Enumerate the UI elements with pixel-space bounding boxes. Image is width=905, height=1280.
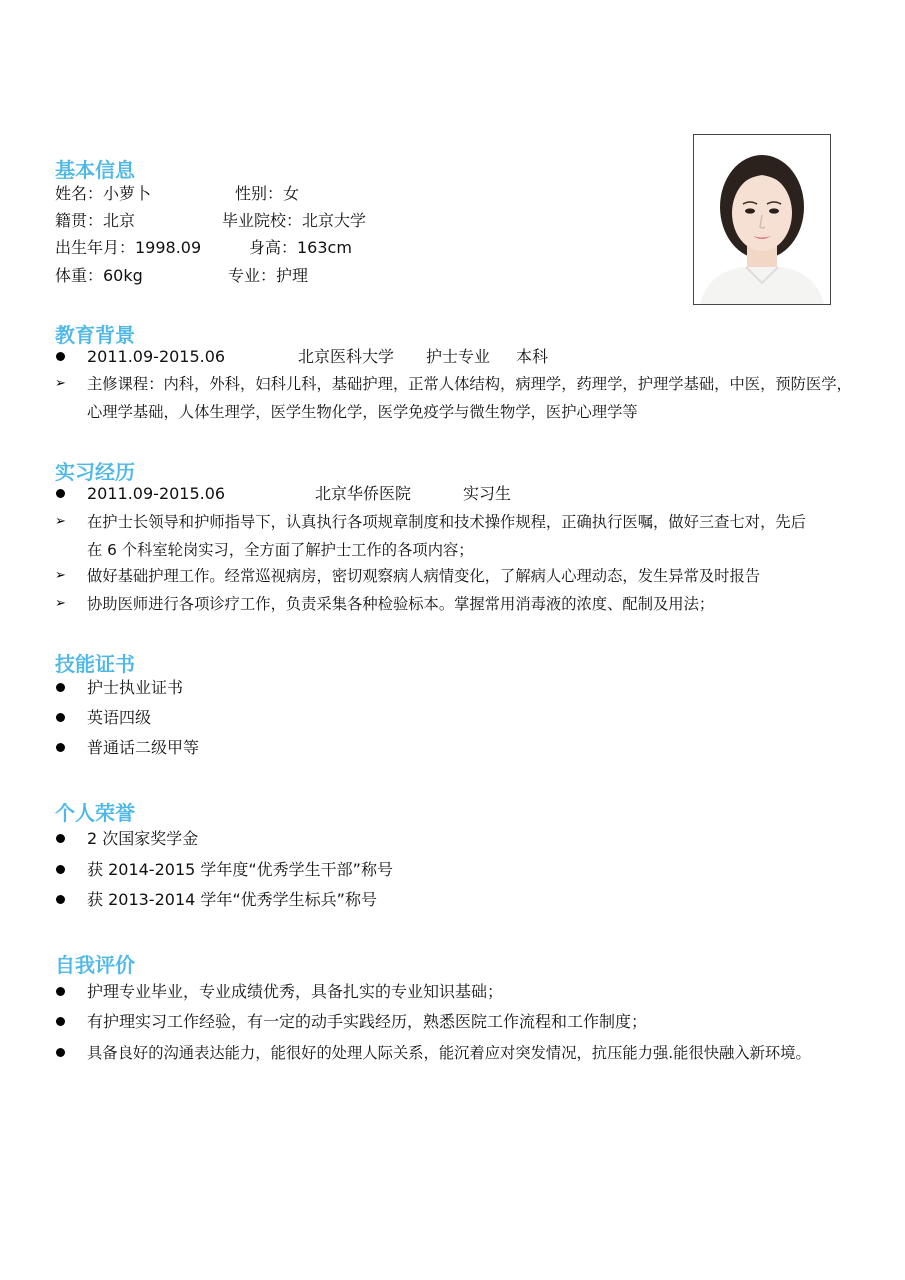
internship-item-1-line-2: 在 6 个科室轮岗实习，全方面了解护士工作的各项内容； xyxy=(87,541,474,559)
section-heading-honors: 个人荣誉 xyxy=(55,801,135,825)
section-heading-internship: 实习经历 xyxy=(55,460,135,484)
honor-item: 获 2014-2015 学年度“优秀学生干部”称号 xyxy=(87,860,393,879)
arrow-bullet-icon: ➢ xyxy=(55,376,66,391)
bullet-dot-icon xyxy=(56,987,65,996)
portrait-illustration xyxy=(694,135,830,304)
bullet-dot-icon xyxy=(56,895,65,904)
birth-field: 出生年月：1998.09 xyxy=(55,238,202,257)
internship-item-3: 协助医师进行各项诊疗工作，负责采集各种检验标本。掌握常用消毒液的浓度、配制及用法； xyxy=(87,595,715,613)
bullet-dot-icon xyxy=(56,1017,65,1026)
honor-item: 2 次国家奖学金 xyxy=(87,829,199,848)
internship-hospital: 北京华侨医院 xyxy=(315,484,412,503)
name-field: 姓名：小萝卜 xyxy=(55,184,152,203)
courses-line-2: 心理学基础，人体生理学，医学生物化学，医学免疫学与微生物学，医护心理学等 xyxy=(87,403,638,421)
internship-item-2: 做好基础护理工作。经常巡视病房，密切观察病人病情变化，了解病人心理动态，发生异常及时报告 xyxy=(87,567,761,585)
arrow-bullet-icon: ➢ xyxy=(55,514,66,529)
self-evaluation-item: 有护理实习工作经验，有一定的动手实践经历，熟悉医院工作流程和工作制度； xyxy=(87,1012,648,1031)
section-heading-basic: 基本信息 xyxy=(55,158,135,182)
major-field: 专业：护理 xyxy=(228,266,309,285)
bullet-dot-icon xyxy=(56,713,65,722)
bullet-dot-icon xyxy=(56,683,65,692)
arrow-bullet-icon: ➢ xyxy=(55,568,66,583)
profile-photo xyxy=(693,134,831,305)
height-field: 身高：163cm xyxy=(249,238,352,257)
skill-item: 英语四级 xyxy=(87,708,152,727)
honor-item: 获 2013-2014 学年“优秀学生标兵”称号 xyxy=(87,890,377,909)
bullet-dot-icon xyxy=(56,865,65,874)
section-heading-education: 教育背景 xyxy=(55,323,135,347)
education-major: 护士专业 xyxy=(426,347,491,366)
education-degree: 本科 xyxy=(516,347,549,366)
internship-role: 实习生 xyxy=(463,484,512,503)
origin-field: 籍贯：北京 xyxy=(55,211,136,230)
self-evaluation-item: 具备良好的沟通表达能力，能很好的处理人际关系，能沉着应对突发情况，抗压能力强.能很快融入新环境。 xyxy=(87,1044,811,1062)
education-period: 2011.09-2015.06 xyxy=(87,347,226,366)
bullet-dot-icon xyxy=(56,1048,65,1057)
bullet-dot-icon xyxy=(56,743,65,752)
internship-period: 2011.09-2015.06 xyxy=(87,484,226,503)
school-field: 毕业院校：北京大学 xyxy=(222,211,367,230)
bullet-dot-icon xyxy=(56,352,65,361)
internship-item-1-line-1: 在护士长领导和护师指导下，认真执行各项规章制度和技术操作规程，正确执行医嘱，做好三查七对，先后 xyxy=(87,513,806,531)
skill-item: 普通话二级甲等 xyxy=(87,738,200,757)
skill-item: 护士执业证书 xyxy=(87,678,184,697)
courses-line-1: 主修课程：内科，外科，妇科儿科，基础护理，正常人体结构，病理学，药理学，护理学基础，中医，预防医学， xyxy=(87,375,852,393)
section-heading-self-evaluation: 自我评价 xyxy=(55,953,135,977)
section-heading-skills: 技能证书 xyxy=(55,652,135,676)
self-evaluation-item: 护理专业毕业，专业成绩优秀，具备扎实的专业知识基础； xyxy=(87,982,504,1001)
arrow-bullet-icon: ➢ xyxy=(55,596,66,611)
bullet-dot-icon xyxy=(56,489,65,498)
gender-field: 性别：女 xyxy=(235,184,300,203)
bullet-dot-icon xyxy=(56,834,65,843)
education-school: 北京医科大学 xyxy=(298,347,395,366)
weight-field: 体重：60kg xyxy=(55,266,143,285)
